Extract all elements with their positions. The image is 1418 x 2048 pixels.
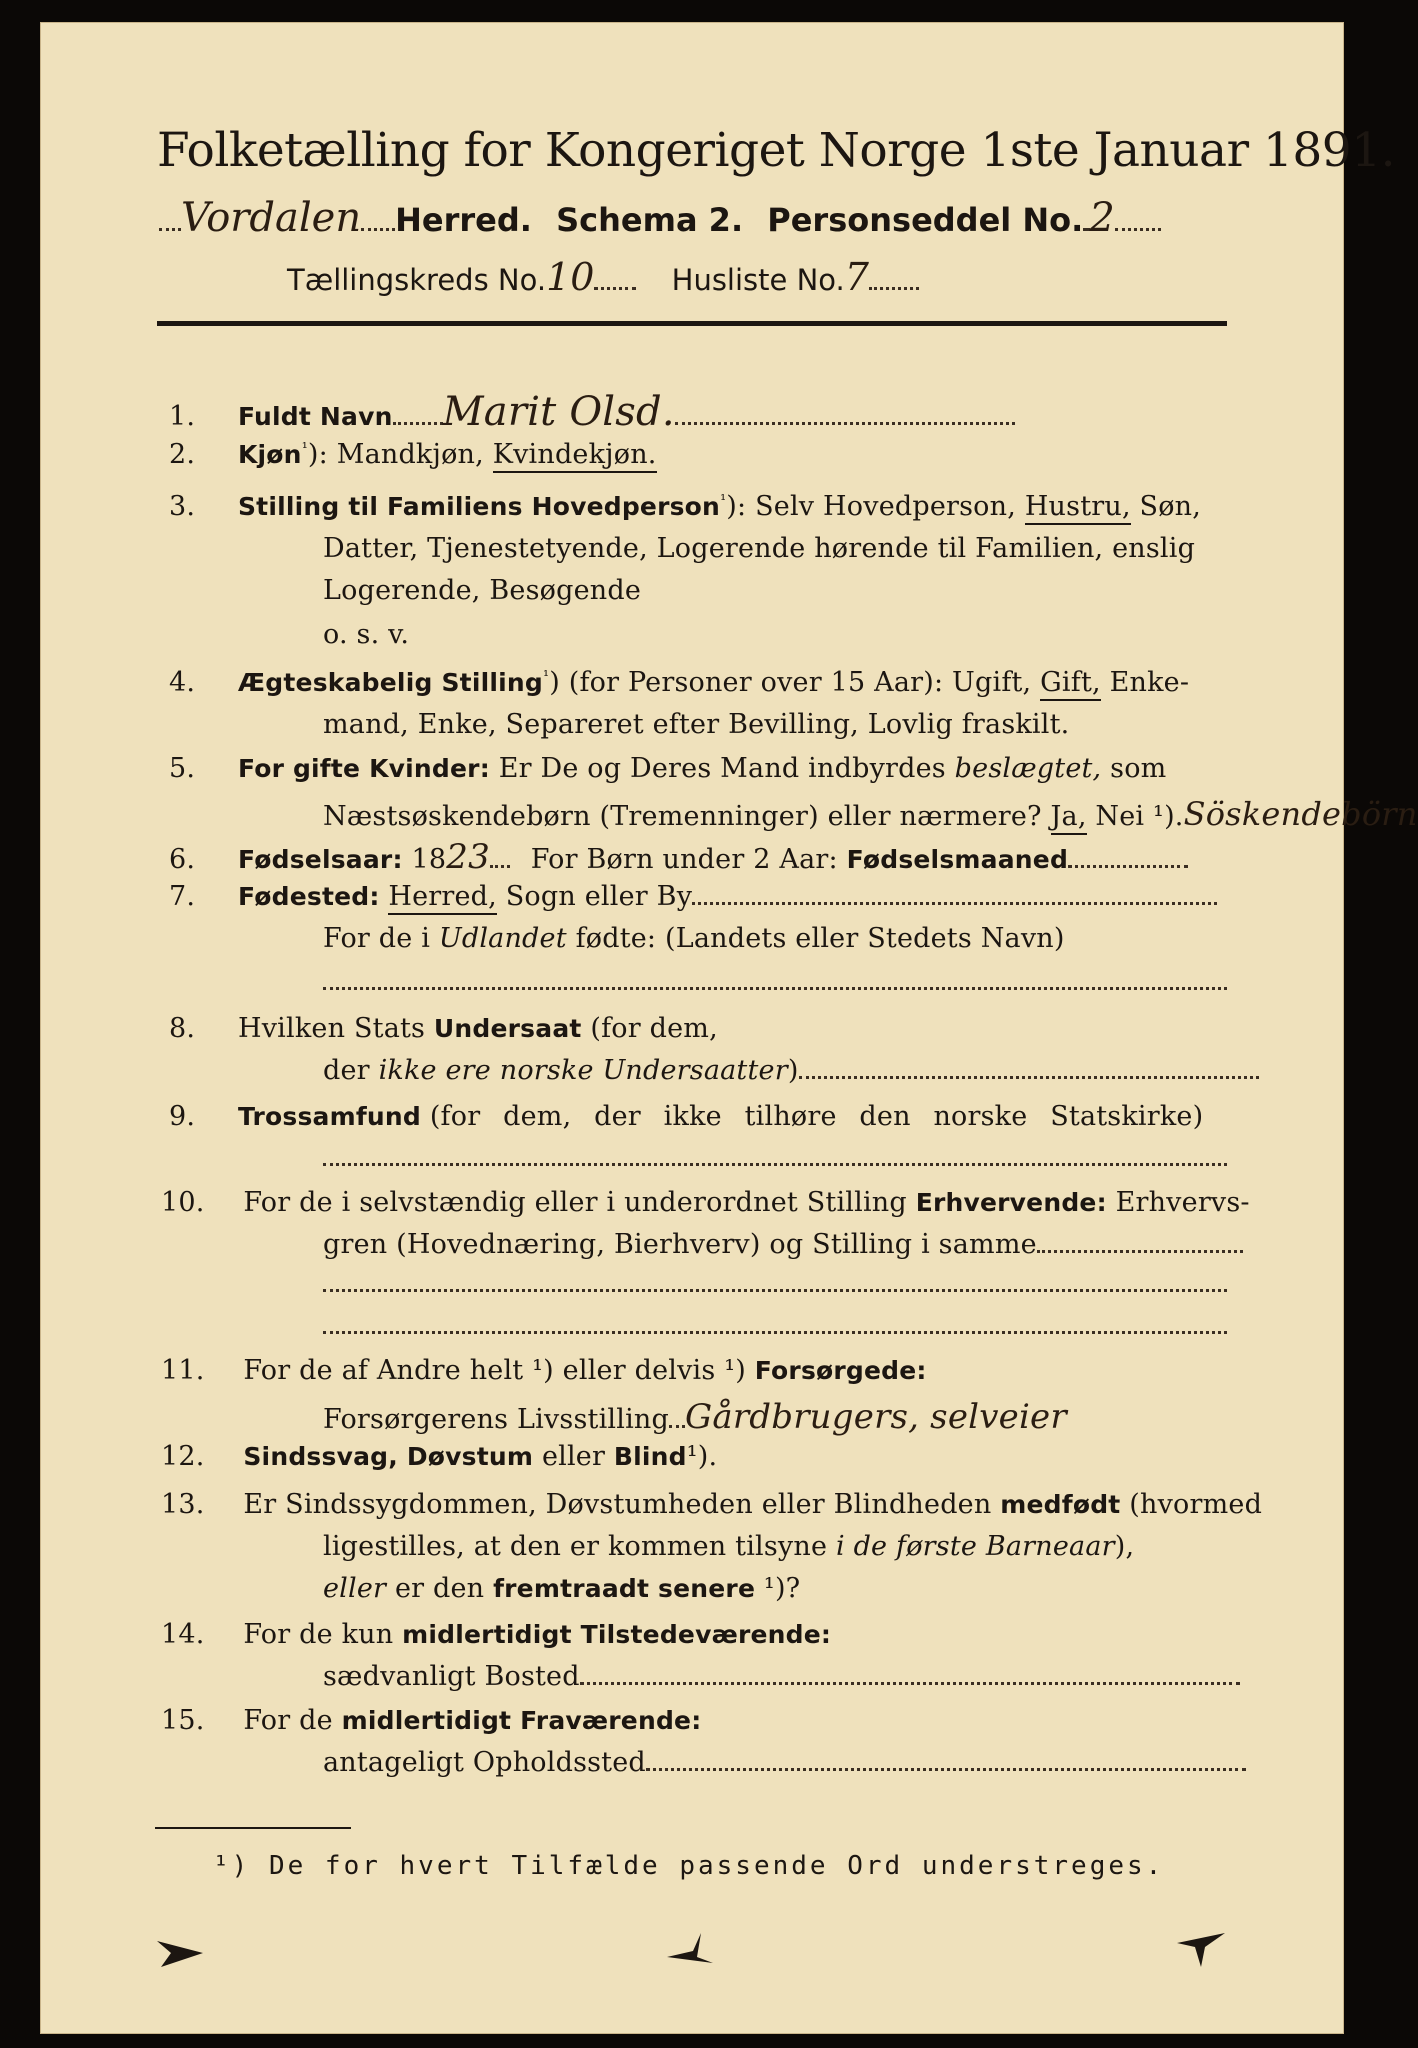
ja-selected: Ja, xyxy=(1051,801,1087,835)
q13-line2-post: ), xyxy=(1114,1531,1135,1562)
herred-selected: Herred, xyxy=(388,881,497,915)
header-rule xyxy=(157,321,1227,326)
q14-pre: For de kun xyxy=(243,1619,394,1650)
item-8 xyxy=(169,1013,718,1044)
blank-line-9 xyxy=(323,1163,1227,1166)
q8-line2-pre: der xyxy=(323,1055,370,1086)
item-3-line3: Logerende, Besøgende xyxy=(323,575,641,606)
kjon-options: ): Mandkjøn, xyxy=(307,439,484,470)
corner-mark-center-icon xyxy=(661,1927,721,1971)
q10-line2-text: gren (Hovednæring, Bierhverv) og Stilling i samme xyxy=(323,1229,1037,1260)
item-11-line2 xyxy=(323,1397,1067,1437)
item-8-line2 xyxy=(323,1055,1259,1086)
herred-handwritten: Vordalen xyxy=(181,195,362,241)
beslaegtet-text: beslægtet, xyxy=(954,753,1102,784)
blank-line-10b xyxy=(323,1331,1227,1334)
footnote: ¹) De for hvert Tilfælde passende Ord understreges. xyxy=(213,1851,1165,1881)
husliste-number: 7 xyxy=(844,255,869,299)
schema-label: Schema 2. xyxy=(556,201,744,239)
q12-mid: eller xyxy=(541,1441,606,1472)
q7-line2-pre: For de i xyxy=(323,923,431,954)
census-form-page xyxy=(40,22,1418,2034)
item-13-line3 xyxy=(323,1573,800,1604)
q12-post: ¹). xyxy=(686,1441,718,1472)
blank-line-7 xyxy=(323,987,1227,990)
q8-line2-post: ) xyxy=(787,1055,799,1086)
item-5-line2 xyxy=(323,795,1418,833)
kreds-label: Tællingskreds No. xyxy=(287,263,547,297)
item-14-line2 xyxy=(323,1661,1240,1692)
stilling-label: Stilling til Familiens Hovedperson xyxy=(237,492,721,521)
aegteskab-label: Ægteskabelig Stilling xyxy=(237,668,543,697)
gifte-kvinder-label: gifte Kvinder: xyxy=(292,754,490,783)
item-15-line2 xyxy=(323,1747,1246,1778)
aegteskab-options-cont: Enke- xyxy=(1109,667,1190,698)
trossamfund-label: Trossamfund xyxy=(237,1102,422,1131)
eller-text: eller xyxy=(323,1573,387,1604)
form-title: Folketælling for Kongeriget Norge 1ste Januar 1891. xyxy=(157,123,1396,178)
forsorgede-label: Forsørgede: xyxy=(754,1356,927,1385)
fodselsaar-label: Fødselsaar: xyxy=(237,845,403,874)
name-answer: Marit Olsd. xyxy=(442,389,675,435)
item-7 xyxy=(169,881,1217,912)
blind-label: Blind xyxy=(613,1442,687,1471)
year-prefix: 18 xyxy=(411,844,447,875)
udlandet-text: Udlandet xyxy=(438,923,567,954)
q5-post: som xyxy=(1110,753,1167,784)
item-number: 6. xyxy=(169,844,196,875)
fravaerende-label: midlertidigt Fraværende: xyxy=(341,1706,702,1735)
item-number: 2. xyxy=(169,439,196,470)
item-3-line2: Datter, Tjenestetyende, Logerende hørende til Familien, enslig xyxy=(323,533,1196,564)
item-4-line2: mand, Enke, Separeret efter Bevilling, Lovlig fraskilt. xyxy=(323,709,1070,740)
kreds-line xyxy=(287,255,919,299)
item-11 xyxy=(161,1355,927,1386)
q7-line2-text: fødte: (Landets eller Stedets Navn) xyxy=(575,923,1065,954)
stilling-options: ): Selv Hovedperson, xyxy=(726,491,1017,522)
item-10-line2 xyxy=(323,1229,1243,1260)
item-10 xyxy=(161,1187,1250,1218)
item-9 xyxy=(169,1101,1203,1132)
corner-mark-right-icon xyxy=(1171,1927,1231,1971)
hustru-selected: Hustru, xyxy=(1025,491,1131,525)
footnote-mark: ¹ xyxy=(720,491,727,509)
item-4 xyxy=(169,667,1189,698)
item-3-line4: o. s. v. xyxy=(323,619,410,650)
gift-selected: Gift, xyxy=(1040,667,1101,701)
stilling-options-cont: Søn, xyxy=(1139,491,1202,522)
q5-line2-post: Nei ¹). xyxy=(1095,801,1184,832)
herred-line xyxy=(159,195,1161,241)
q10-pre: For de i selvstændig eller i underordnet Stilling xyxy=(243,1187,907,1218)
livsstilling-answer: Gårdbrugers, selveier xyxy=(685,1397,1067,1437)
q5-line2-text: Næstsøskendebørn (Tremenninger) eller nærmere? xyxy=(323,801,1042,832)
item-number: 15. xyxy=(161,1705,205,1736)
fuldt-navn-label: Fuldt Navn xyxy=(237,402,393,431)
sindssvag-label: Sindssvag, Døvstum xyxy=(243,1442,534,1471)
q6-mid-text: For Børn under 2 Aar: xyxy=(530,844,838,875)
q13-line2-pre: ligestilles, at den er kommen tilsyne xyxy=(323,1531,828,1562)
birth-year-answer: 23 xyxy=(446,837,490,877)
item-15 xyxy=(161,1705,701,1736)
item-number: 14. xyxy=(161,1619,205,1650)
footnote-mark: ¹ xyxy=(543,667,550,685)
footnote-rule xyxy=(155,1827,351,1829)
q5-text: Er De og Deres Mand indbyrdes xyxy=(498,753,946,784)
personseddel-number: 2 xyxy=(1089,195,1115,241)
erhvervende-label: Erhvervende: xyxy=(915,1188,1107,1217)
item-number: 1. xyxy=(169,401,196,432)
fremtraadt-label: fremtraadt senere xyxy=(493,1574,756,1603)
item-number: 7. xyxy=(169,881,196,912)
item-7-line2 xyxy=(323,923,1065,954)
footnote-mark: ¹ xyxy=(301,439,308,457)
item-13-line2 xyxy=(323,1531,1134,1562)
item-13 xyxy=(161,1489,1262,1520)
personseddel-label: Personseddel No. xyxy=(767,201,1084,239)
husliste-label: Husliste No. xyxy=(671,263,845,297)
q9-text: (for dem, der ikke tilhøre den norske Statskirke) xyxy=(429,1101,1204,1132)
item-3 xyxy=(169,491,1201,522)
q13-line3-mid: er den xyxy=(394,1573,485,1604)
kjon-label: Kjøn xyxy=(237,440,302,469)
q10-post: Erhvervs- xyxy=(1115,1187,1250,1218)
aegteskab-options: ) (for Personer over 15 Aar): Ugift, xyxy=(549,667,1032,698)
q8-pre: Hvilken Stats xyxy=(237,1013,426,1044)
undersaat-label: Undersaat xyxy=(433,1014,582,1043)
item-number: 4. xyxy=(169,667,196,698)
tilstedevaerende-label: midlertidigt Tilstedeværende: xyxy=(402,1620,832,1649)
item-5 xyxy=(169,753,1166,784)
item-number: 8. xyxy=(169,1013,196,1044)
item-2 xyxy=(169,439,657,470)
q13-post: (hvormed xyxy=(1129,1489,1263,1520)
herred-label: Herred. xyxy=(395,201,532,239)
kvindekjon-selected: Kvindekjøn. xyxy=(493,439,657,473)
ikke-norske-text: ikke ere norske Undersaatter xyxy=(378,1055,788,1086)
item-number: 11. xyxy=(161,1355,205,1386)
item-number: 9. xyxy=(169,1101,196,1132)
blank-line-10a xyxy=(323,1289,1227,1292)
item-14 xyxy=(161,1619,831,1650)
forste-barneaar-text: i de første Barneaar xyxy=(835,1531,1115,1562)
item-number: 5. xyxy=(169,753,196,784)
corner-mark-left-icon xyxy=(153,1933,213,1973)
q13-pre: Er Sindssygdommen, Døvstumheden eller Blindheden xyxy=(243,1489,992,1520)
opholdssted-label: antageligt Opholdssted xyxy=(323,1747,646,1778)
kreds-number: 10 xyxy=(546,255,595,299)
fodested-label: Fødested: xyxy=(237,882,380,911)
soskendeborn-answer: Söskendebörn xyxy=(1183,795,1418,833)
item-number: 12. xyxy=(161,1441,205,1472)
item-1 xyxy=(169,389,1015,435)
item-6 xyxy=(169,837,1188,877)
medfodt-label: medfødt xyxy=(1000,1490,1121,1519)
fodselsmaaned-label: Fødselsmaaned xyxy=(846,845,1069,874)
bosted-label: sædvanligt Bosted xyxy=(323,1661,580,1692)
item-number: 10. xyxy=(161,1187,205,1218)
item-number: 13. xyxy=(161,1489,205,1520)
item-12 xyxy=(161,1441,717,1472)
q11-pre: For de af Andre helt ¹) eller delvis ¹) xyxy=(243,1355,746,1386)
forsorgerens-label: Forsørgerens Livsstilling xyxy=(323,1404,670,1435)
q15-pre: For de xyxy=(243,1705,333,1736)
q5-pre: For xyxy=(237,754,285,783)
q7-options: Sogn eller By xyxy=(505,881,693,912)
item-number: 3. xyxy=(169,491,196,522)
q13-line3-post: ¹)? xyxy=(763,1573,801,1604)
q8-post: (for dem, xyxy=(590,1013,718,1044)
